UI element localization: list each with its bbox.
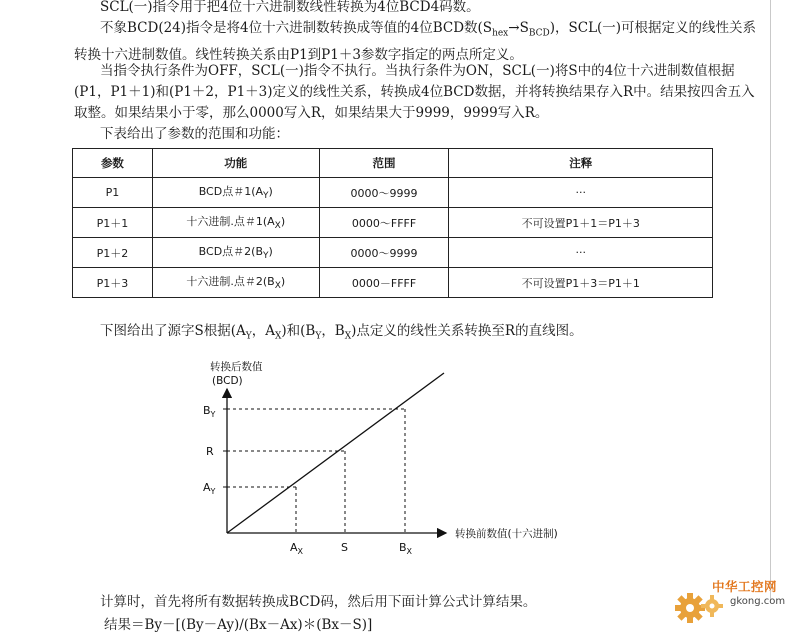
cell-note: 不可设置P1＋3＝P1＋1 xyxy=(449,268,713,298)
watermark-logo xyxy=(672,574,810,635)
header-param: 参数 xyxy=(73,149,153,178)
paragraph-intro: SCL(一)指令用于把4位十六进制数线性转换为4位BCD4码数。 xyxy=(100,0,480,15)
table-row xyxy=(73,208,713,238)
paragraph-execution: 当指令执行条件为OFF，SCL(一)指令不执行。当执行条件为ON，SCL(一)将S中的4位十六进制数值根据(P1，P1＋1)和(P1＋2，P1＋3)定义的线性关系，转换成4位BCD数据，并将转换结果存入R中。结果按四舍五入取整。如果结果小于零，那么0000写入R，如果结果大于9999，9999写入R。 xyxy=(74,63,755,121)
cell-param: P1＋1 xyxy=(73,208,153,238)
tick-label-r: R xyxy=(206,445,214,458)
conversion-line xyxy=(227,373,444,533)
page-edge-line xyxy=(770,0,771,600)
header-function: 功能 xyxy=(152,149,319,178)
paragraph-bcd-compare: 不象BCD(24)指令是将4位十六进制数转换成等值的4位BCD数$(S_{hex}\to S_{BCD})$，SCL(一)可根据定义的线性关系转换十六进制数值。线性转换关系由P1到P1＋3参数字指定的两点所定义。 xyxy=(74,20,757,63)
cell-param: P1 xyxy=(73,178,153,208)
cell-note: 不可设置P1＋1＝P1＋3 xyxy=(449,208,713,238)
paragraph-graph-intro: 下图给出了源字S根据($A_Y$，$A_X$)和($B_Y$，$B_X$)点定义的线性关系转换至R的直线图。 xyxy=(100,323,583,342)
linear-scaling-graph xyxy=(180,355,610,565)
paragraph-calculation: 计算时，首先将所有数据转换成BCD码，然后用下面计算公式计算结果。 xyxy=(100,594,537,610)
table-row xyxy=(73,268,713,298)
paragraph-table-intro: 下表给出了参数的范围和功能： xyxy=(100,126,289,142)
cell-range: 0000－FFFF xyxy=(319,268,449,298)
tick-label-ax: $A_X$ xyxy=(290,541,304,556)
y-axis-title: 转换后数值 xyxy=(210,361,263,373)
tick-label-ay: $A_Y$ xyxy=(203,481,216,496)
tick-label-bx: $B_X$ xyxy=(399,541,413,556)
cell-param: P1＋3 xyxy=(73,268,153,298)
watermark-cn-text: 中华工控网 xyxy=(712,579,778,594)
y-axis-unit: (BCD) xyxy=(212,375,243,387)
header-range: 范围 xyxy=(319,149,449,178)
cell-range: 0000～9999 xyxy=(319,238,449,268)
x-axis-title: 转换前数值(十六进制) xyxy=(455,528,558,540)
header-note: 注释 xyxy=(449,149,713,178)
cell-function: BCD点＃$2(B_Y)$ xyxy=(152,238,319,268)
cell-function: 十六进制.点＃$2(B_X)$ xyxy=(152,268,319,298)
watermark-en-text: gkong.com xyxy=(730,596,786,607)
tick-label-by: $B_Y$ xyxy=(203,404,216,419)
cell-range: 0000～FFFF xyxy=(319,208,449,238)
formula: 结果＝By－[(By－Ay)/(Bx－Ax)＊(Bx－S)] xyxy=(104,617,373,633)
cell-note: ··· xyxy=(449,178,713,208)
tick-label-s: S xyxy=(341,541,348,554)
cell-note: ··· xyxy=(449,238,713,268)
table-row xyxy=(73,238,713,268)
cell-function: BCD点＃$1(A_Y)$ xyxy=(152,178,319,208)
cell-function: 十六进制.点＃$1(A_X)$ xyxy=(152,208,319,238)
table-header-row xyxy=(73,149,713,178)
cell-range: 0000～9999 xyxy=(319,178,449,208)
table-row xyxy=(73,178,713,208)
parameter-table xyxy=(72,148,713,298)
cell-param: P1＋2 xyxy=(73,238,153,268)
